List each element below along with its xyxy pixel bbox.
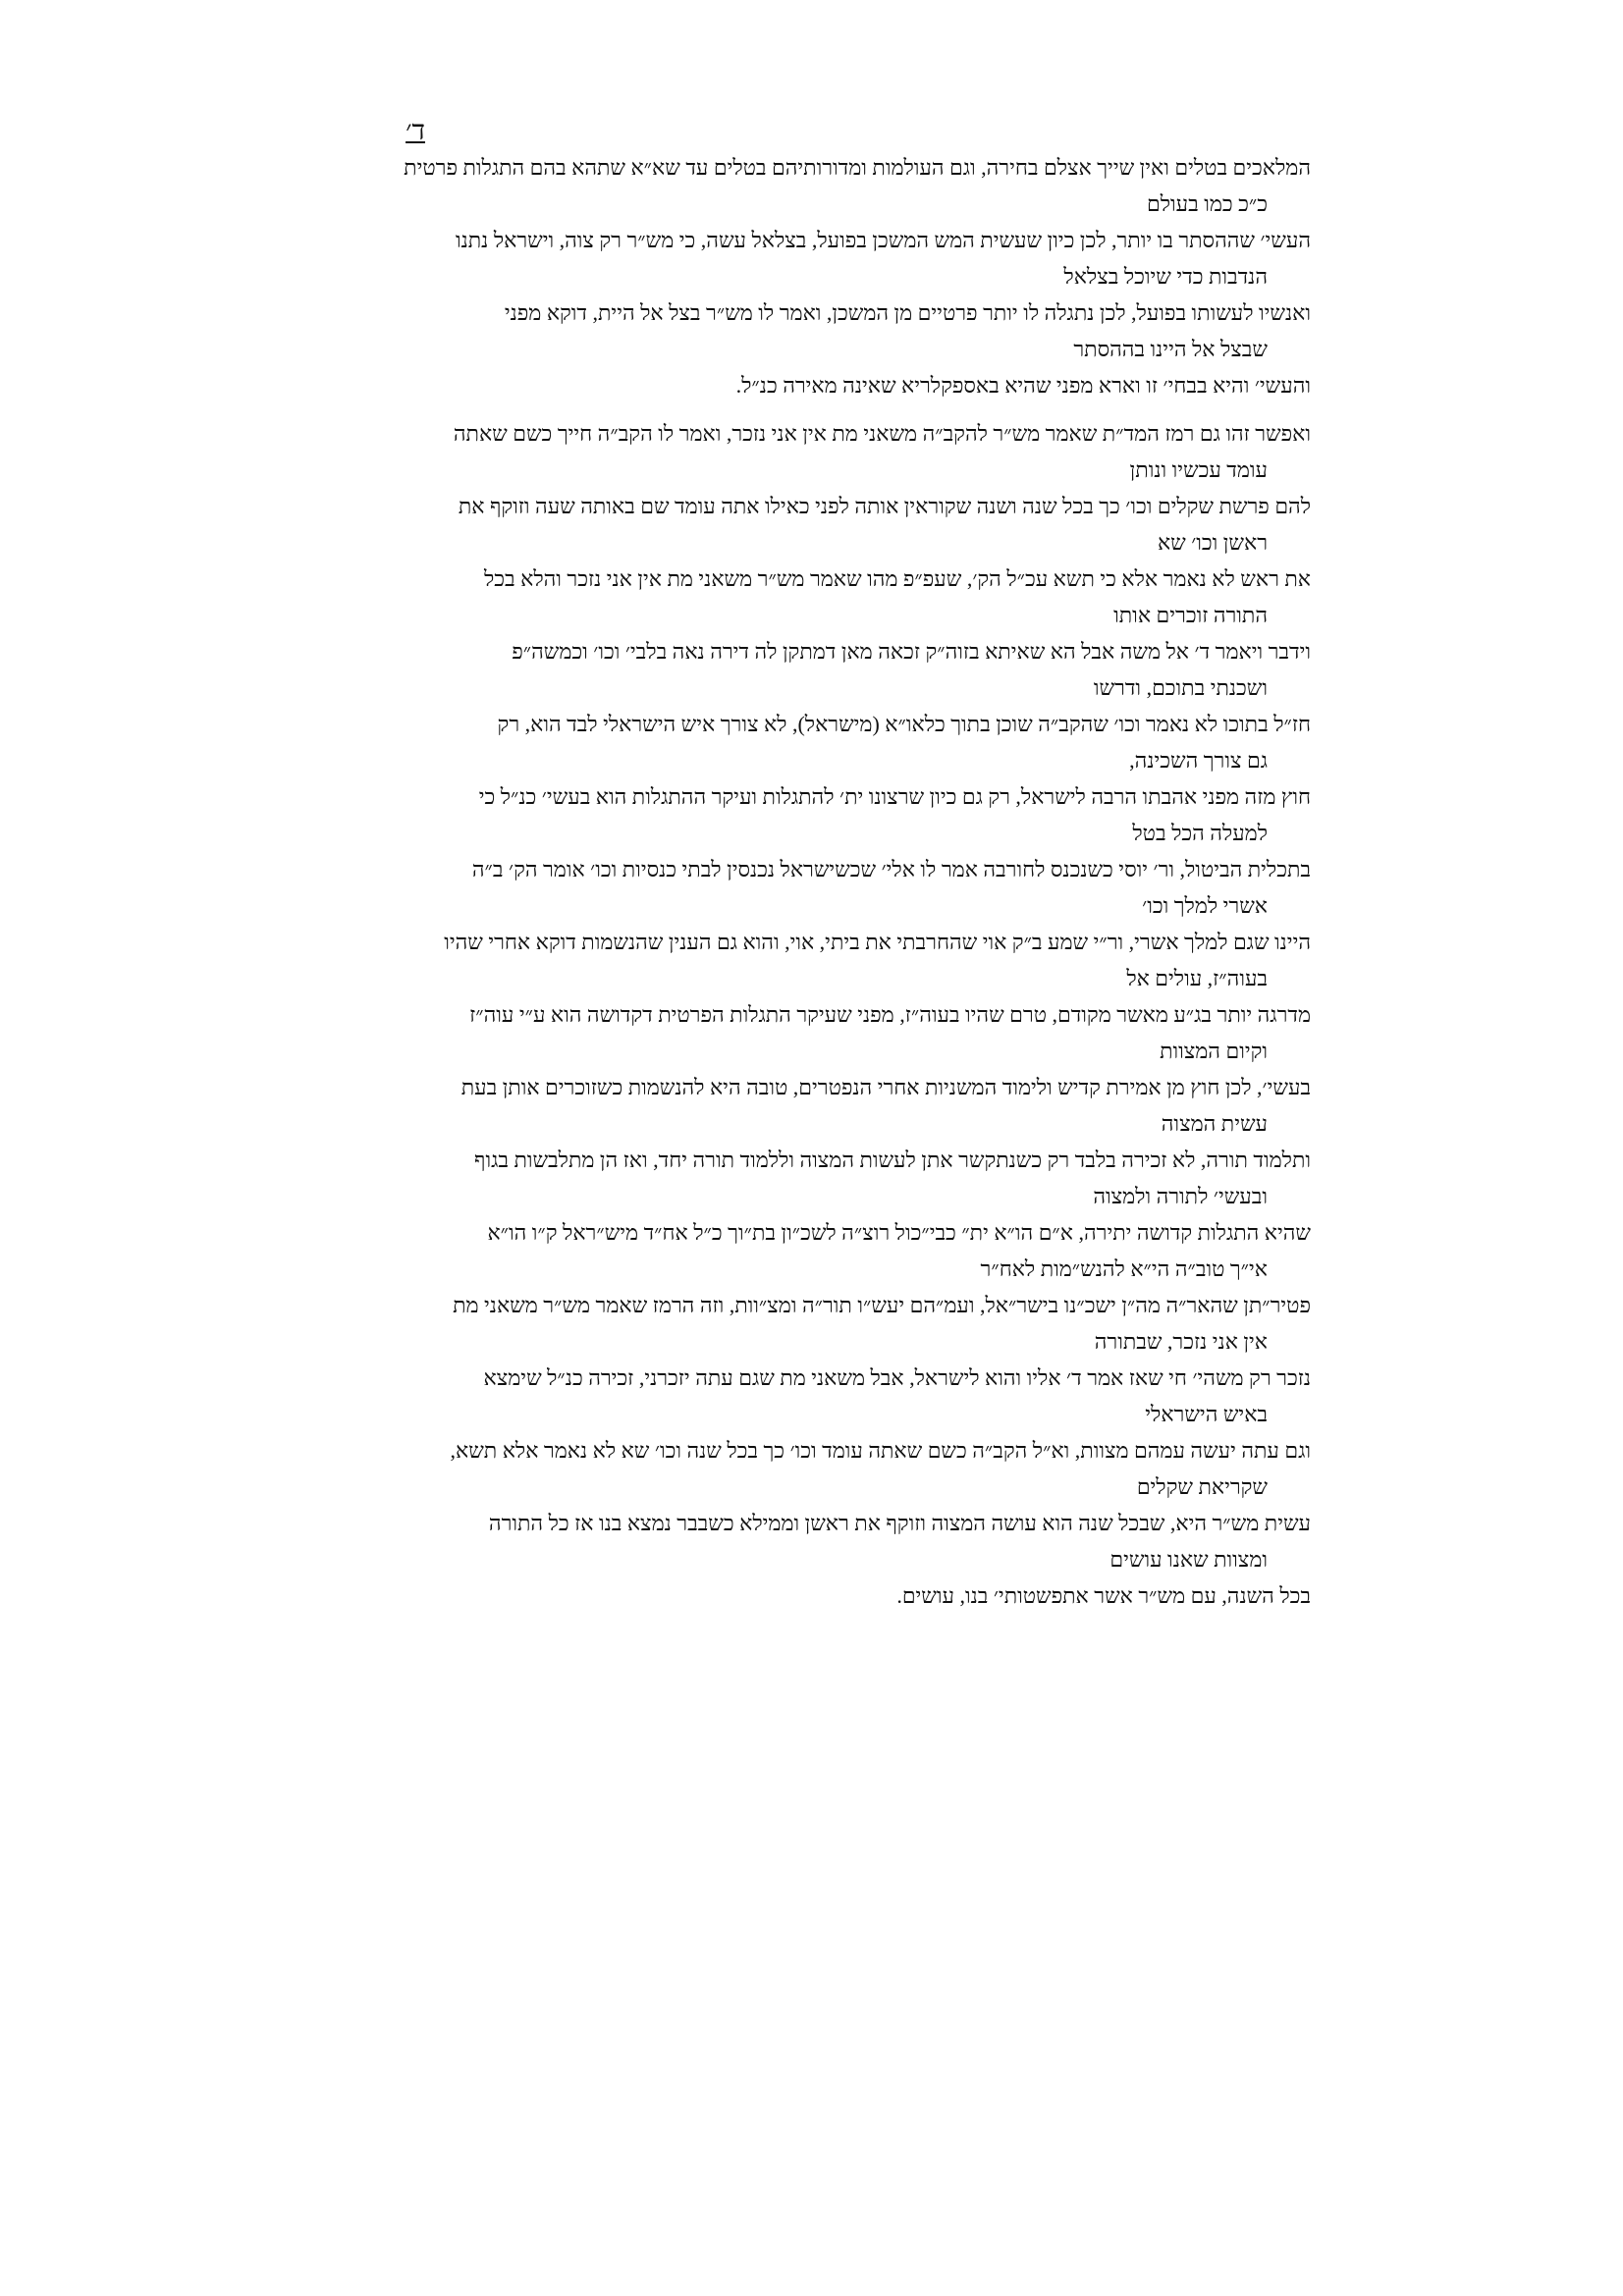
paragraph-line: העשי׳ שההסתר בו יותר, לכן כיון שעשית המש המשכן בפועל, בצלאל עשה, כי מש״ר רק צוה, וישראל נתנו (455, 228, 1311, 252)
page-number: ד׳ (406, 116, 425, 146)
paragraph (353, 149, 1311, 222)
paragraph-continuation-line: ראשן וכו׳ שא (1157, 530, 1268, 555)
paragraph-line: להם פרשת שקלים וכו׳ כך בכל שנה ושנה שקוראין אותה לפני כאילו אתה עומד שם באותה שעה וזוקף את (458, 494, 1311, 518)
paragraph-line: את ראש לא נאמר אלא כי תשא עכ״ל הק׳, שעפ״פ מהו שאמר מש״ר משאני מת אין אני נזכר והלא בכל (483, 566, 1311, 591)
section-gap (353, 403, 1311, 415)
paragraph (353, 1505, 1311, 1577)
paragraph (353, 1432, 1311, 1505)
paragraph (353, 778, 1311, 851)
paragraph (353, 1142, 1311, 1214)
paragraph-line: ותלמוד תורה, לא זכירה בלבד רק כשנתקשר אתן לעשות המצוה וללמוד תורה יחד, ואז הן מתלבשות בגוף (474, 1148, 1311, 1172)
paragraph-line: ואנשיו לעשותו בפועל, לכן נתגלה לו יותר פרטיים מן המשכן, ואמר לו מש״ר בצל אל היית, דוקא מפני (504, 300, 1311, 325)
paragraph-line: עשית מש״ר היא, שבכל שנה הוא עושה המצוה וזוקף את ראשן וממילא כשבבר נמצא בנו אז כל התורה (488, 1511, 1311, 1535)
paragraph (353, 1360, 1311, 1432)
paragraph-continuation-line: בעוה״ז, עולים אל (1126, 966, 1268, 990)
paragraph (353, 222, 1311, 294)
paragraph-line: בתכלית הביטול, ור׳ יוסי כשנכנס לחורבה אמר לו אלי׳ שכשישראל נכנסין לבתי כנסיות וכו׳ אומר הק׳ ב״ה (471, 857, 1311, 881)
paragraph-line: בעשי׳, לכן חוץ מן אמירת קדיש ולימוד המשניות אחרי הנפטרים, טובה היא להנשמות כשזוכרים אותן בעת (460, 1075, 1311, 1099)
paragraph-continuation-line: כ״כ כמו בעולם (1147, 191, 1268, 216)
paragraph-continuation-line: ובעשי׳ לתורה ולמצוה (1093, 1184, 1268, 1208)
paragraph-continuation-line: עומד עכשיו ונותן (1129, 457, 1268, 482)
section-one (353, 149, 1311, 403)
paragraph-line: חוץ מזה מפני אהבתו הרבה לישראל, רק גם כיון שרצונו ית׳ להתגלות ועיקר ההתגלות הוא בעשי׳ כנ״ל כי (478, 784, 1311, 809)
paragraph-continuation-line: וקיום המצוות (1160, 1039, 1268, 1063)
paragraph-line: בכל השנה, עם מש״ר אשר אתפשטותי׳ בנו, עושים. (896, 1583, 1311, 1608)
paragraph-line: חז״ל בתוכו לא נאמר וכו׳ שהקב״ה שוכן בתוך כלאו״א (מישראל), לא צורך איש הישראלי לבד הוא, רק (497, 712, 1311, 736)
paragraph-line: והעשי׳ והיא בבחי׳ זו וארא מפני שהיא באספקלריא שאינה מאירה כנ״ל. (735, 373, 1311, 398)
paragraph (353, 561, 1311, 633)
paragraph-continuation-line: ומצוות שאנו עושים (1109, 1547, 1268, 1572)
paragraph (353, 294, 1311, 367)
paragraph-continuation-line: ושכנתי בתוכם, ודרשו (1093, 675, 1268, 700)
paragraph-continuation-line: גם צורך השכינה, (1129, 748, 1268, 773)
paragraph-continuation-line: אשרי למלך וכו׳ (1142, 893, 1268, 918)
paragraph-continuation-line: עשית המצוה (1161, 1111, 1268, 1136)
paragraph-continuation-line: שקריאת שקלים (1136, 1474, 1268, 1499)
paragraph-line: וידבר ויאמר ד׳ אל משה אבל הא שאיתא בזוה״ק זכאה מאן דמתקן לה דירה נאה בלבי׳ וכו׳ וכמשה״פ (512, 639, 1311, 664)
paragraph-continuation-line: התורה זוכרים אותו (1113, 603, 1268, 627)
section-two (353, 415, 1311, 1614)
paragraph (353, 367, 1311, 403)
paragraph-continuation-line: הנדבות כדי שיוכל בצלאל (1063, 264, 1268, 289)
paragraph (353, 1577, 1311, 1614)
paragraph (353, 924, 1311, 996)
paragraph (353, 996, 1311, 1069)
paragraph-line: וגם עתה יעשה עמהם מצוות, וא״ל הקב״ה כשם שאתה עומד וכו׳ כך בכל שנה וכו׳ שא לא נאמר אלא תשא, (450, 1438, 1311, 1463)
paragraph-line: שהיא התגלות קדושה יתירה, א״ם הו״א ית״ כבי״כול רוצ״ה לשכ״ון בת״וך כ״ל אח״ד מיש״ראל ק״ו הו״א (487, 1220, 1311, 1245)
paragraph (353, 1214, 1311, 1287)
paragraph (353, 633, 1311, 706)
paragraph (353, 415, 1311, 488)
paragraph-continuation-line: אי״ך טוב״ה הי״א להנש״מות לאח״ר (980, 1256, 1268, 1281)
paragraph-continuation-line: שבצל אל היינו בההסתר (1073, 337, 1268, 361)
paragraph (353, 1287, 1311, 1360)
paragraph-line: נזכר רק משהי׳ חי שאז אמר ד׳ אליו והוא לישראל, אבל משאני מת שגם עתה יזכרני, זכירה כנ״ל שימצא (483, 1365, 1311, 1390)
document-body (353, 149, 1311, 1614)
paragraph-line: ואפשר זהו גם רמז המד״ת שאמר מש״ר להקב״ה משאני מת אין אני נזכר, ואמר לו הקב״ה חייך כשם שאתה (453, 421, 1311, 446)
paragraph-line: פטיר״תן שהאר״ה מה״ן ישכ״נו בישר״אל, ועמ״הם יעש״ו תור״ה ומצ״וות, וזה הרמז שאמר מש״ר משאני מת (453, 1293, 1311, 1317)
paragraph (353, 851, 1311, 924)
paragraph-continuation-line: אין אני נזכר, שבתורה (1094, 1329, 1268, 1354)
paragraph-line: היינו שגם למלך אשרי, ור״י שמע ב״ק אוי שהחרבתי את ביתי, אוי, והוא גם הענין שהנשמות דוקא אחרי שהיו (444, 930, 1311, 954)
paragraph-continuation-line: למעלה הכל בטל (1132, 821, 1268, 845)
paragraph (353, 1069, 1311, 1142)
paragraph (353, 488, 1311, 561)
paragraph-line: מדרגה יותר בג״ע מאשר מקודם, טרם שהיו בעוה״ז, מפני שעיקר התגלות הפרטית דקדושה הוא ע״י עוה״ז (469, 1002, 1311, 1027)
paragraph-line: המלאכים בטלים ואין שייך אצלם בחירה, וגם העולמות ומדורותיהם בטלים עד שא״א שתהא בהם התגלות פרטית (404, 155, 1311, 180)
paragraph (353, 706, 1311, 778)
paragraph-continuation-line: באיש הישראלי (1145, 1402, 1268, 1426)
